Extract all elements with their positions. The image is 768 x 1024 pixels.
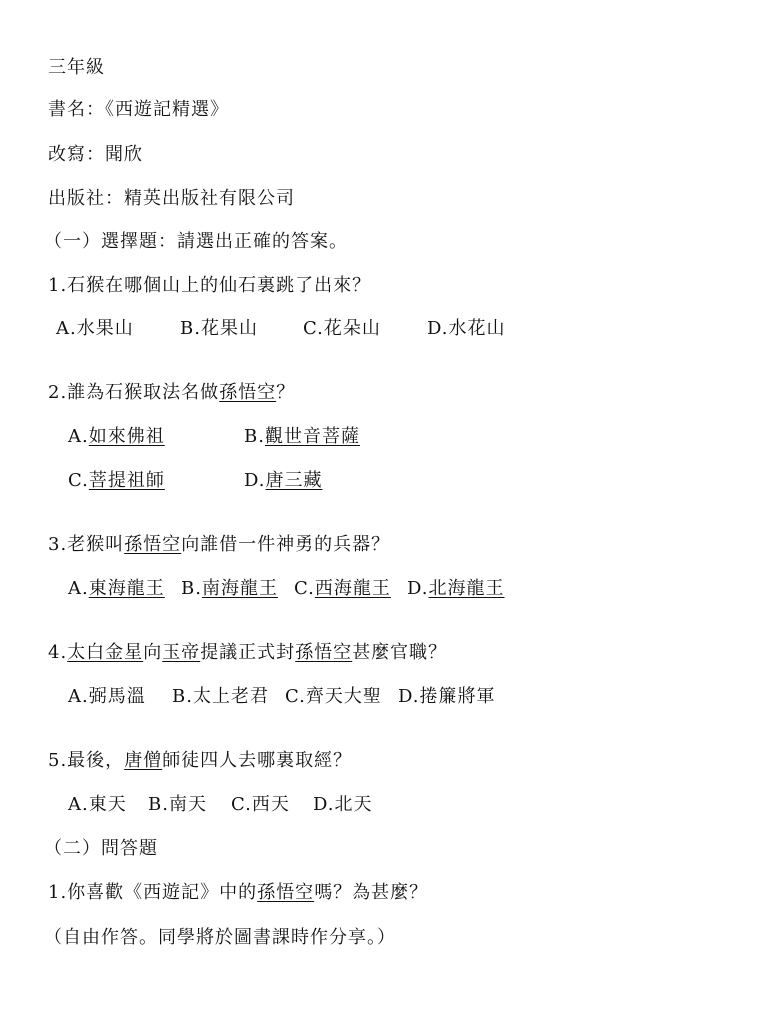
q2-option-a <box>68 425 165 449</box>
q3-option-c-text: 西海龍王 <box>314 578 391 599</box>
q4-mid1: 向 <box>143 642 163 663</box>
q3-name: 孫悟空 <box>124 534 182 555</box>
q4-name-taibai: 太白金星 <box>67 642 144 663</box>
q2-option-a-letter: A. <box>68 426 89 447</box>
section-one-title: （一）選擇題：請選出正確的答案。 <box>44 231 348 252</box>
q2-option-c-letter: C. <box>68 470 89 491</box>
q3-option-b <box>181 577 278 601</box>
open-q1-name: 孫悟空 <box>257 882 315 903</box>
section-two-title: （二）問答題 <box>44 838 158 859</box>
q5-option-b: B.南天 <box>148 794 207 815</box>
q3-option-d <box>407 577 505 601</box>
question-3 <box>48 533 390 557</box>
q2-option-d <box>244 469 323 493</box>
q4-option-a: A.弼馬溫 <box>68 686 146 707</box>
q2-option-b <box>244 425 360 449</box>
q5-suffix: 師徒四人去哪裏取經？ <box>162 750 353 771</box>
q4-option-d: D.捲簾將軍 <box>398 686 496 707</box>
q2-option-b-letter: B. <box>244 426 265 447</box>
q2-option-b-text: 觀世音菩薩 <box>264 426 360 447</box>
q2-option-a-text: 如來佛祖 <box>88 426 165 447</box>
q3-option-a-text: 東海龍王 <box>88 578 165 599</box>
q5-option-a: A.東天 <box>68 794 127 815</box>
q1-option-c: C.花朵山 <box>303 318 381 339</box>
question-4 <box>48 641 447 665</box>
open-question-1 <box>48 881 428 905</box>
q3-option-c-letter: C. <box>294 578 315 599</box>
open-q1-prefix: 1.你喜歡《西遊記》中的 <box>48 882 258 903</box>
open-q1-suffix: 嗎？為甚麼？ <box>314 882 429 903</box>
q2-suffix: ？ <box>276 382 296 403</box>
question-5 <box>48 749 352 773</box>
adapter-line: 改寫：聞欣 <box>48 144 143 165</box>
q2-option-d-letter: D. <box>244 470 266 491</box>
q3-option-b-text: 南海龍王 <box>201 578 278 599</box>
question-2 <box>48 381 295 405</box>
q4-suffix: 甚麼官職？ <box>352 642 448 663</box>
q3-option-a <box>68 577 165 601</box>
q2-option-c <box>68 469 165 493</box>
grade-label: 三年級 <box>48 57 105 78</box>
q1-option-b: B.花果山 <box>180 318 258 339</box>
question-1: 1.石猴在哪個山上的仙石裏跳了出來？ <box>48 275 372 296</box>
q4-name-yudi: 玉帝 <box>162 642 201 663</box>
q3-option-c <box>294 577 391 601</box>
q5-option-d: D.北天 <box>313 794 373 815</box>
q2-option-d-text: 唐三藏 <box>265 470 323 491</box>
answer-note: （自由作答。同學將於圖書課時作分享。） <box>44 927 396 948</box>
q5-name: 唐僧 <box>124 750 163 771</box>
q2-prefix: 2.誰為石猴取法名做 <box>48 382 220 403</box>
q5-prefix: 5.最後， <box>48 750 125 771</box>
q3-suffix: 向誰借一件神勇的兵器？ <box>181 534 391 555</box>
book-title: 書名：《西遊記精選》 <box>48 99 229 120</box>
q4-mid2: 提議正式封 <box>200 642 296 663</box>
q2-option-c-text: 菩提祖師 <box>88 470 165 491</box>
q4-option-c: C.齊天大聖 <box>285 686 382 707</box>
q3-option-d-text: 北海龍王 <box>428 578 505 599</box>
q2-name: 孫悟空 <box>219 382 277 403</box>
q4-option-b: B.太上老君 <box>172 686 269 707</box>
q5-option-c: C.西天 <box>231 794 290 815</box>
q1-option-a: A.水果山 <box>56 318 134 339</box>
q3-prefix: 3.老猴叫 <box>48 534 125 555</box>
q3-option-d-letter: D. <box>407 578 429 599</box>
publisher-line: 出版社：精英出版社有限公司 <box>48 188 295 209</box>
q4-name-sunwukong: 孫悟空 <box>295 642 353 663</box>
q3-option-b-letter: B. <box>181 578 202 599</box>
q4-prefix: 4. <box>48 642 68 663</box>
q3-option-a-letter: A. <box>68 578 89 599</box>
q1-option-d: D.水花山 <box>427 318 506 339</box>
